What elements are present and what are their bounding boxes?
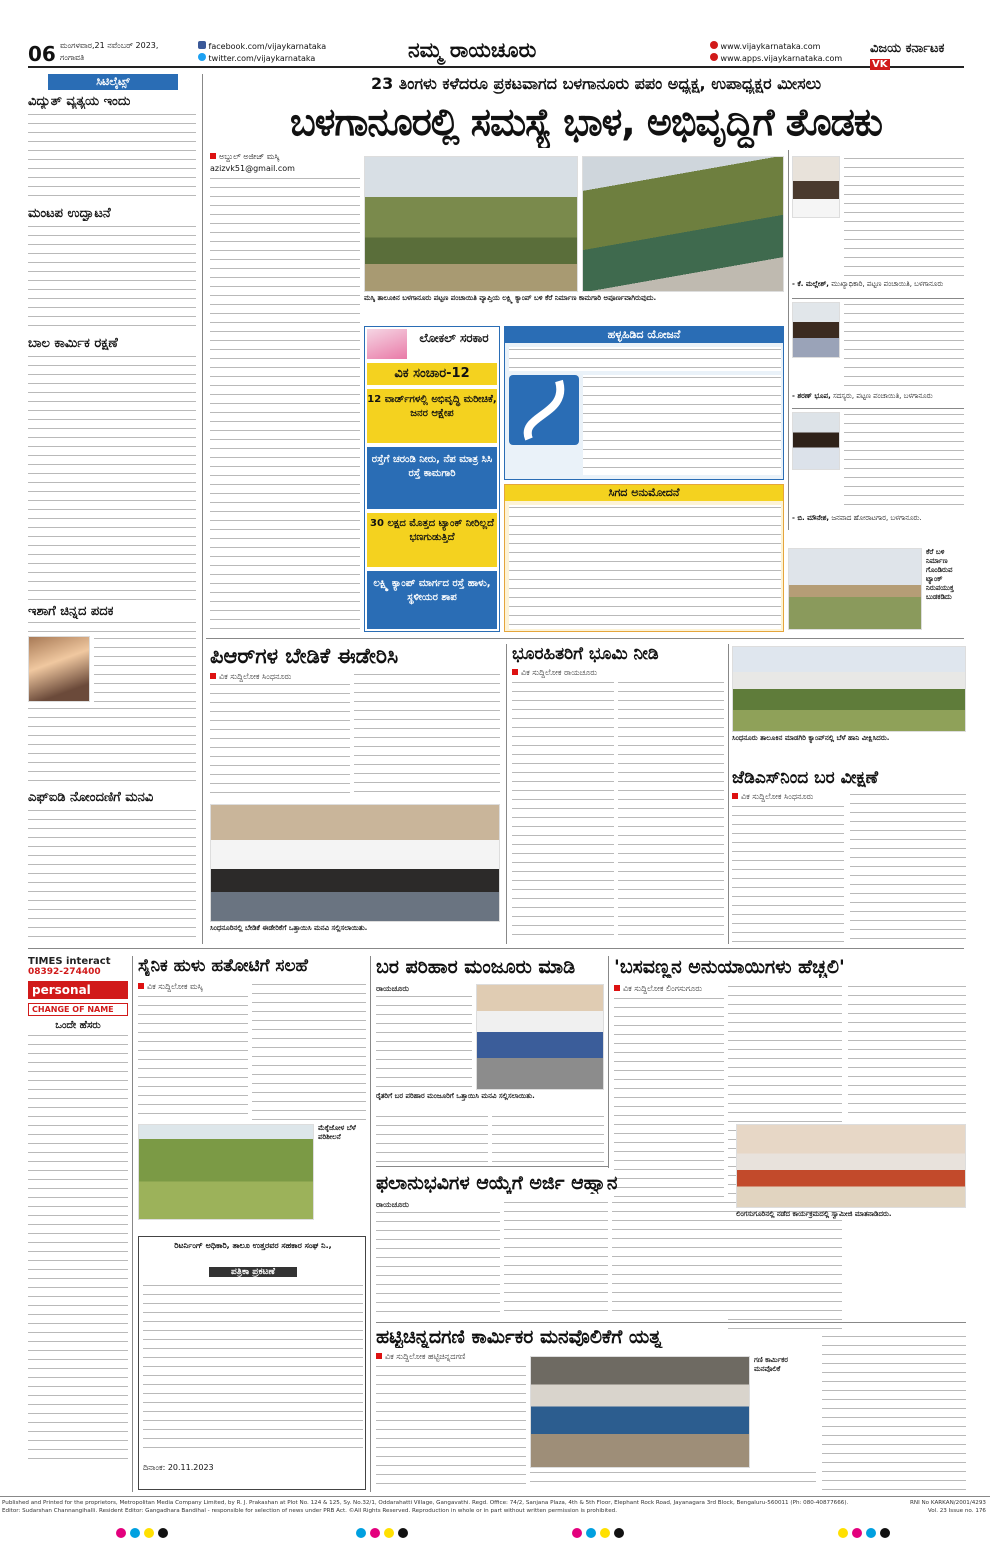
approval-body: [509, 505, 781, 629]
local-box: [364, 326, 500, 632]
classified-brand: TIMES interact: [28, 956, 111, 967]
phala-byline: ರಾಯಚೂರು: [376, 1200, 409, 1209]
bara-body: [376, 994, 472, 1090]
classified-phone: 08392-274400: [28, 967, 101, 977]
citylights-label: ಸಿಟಿಲೈಟ್ಸ್: [48, 74, 178, 90]
quote-body: [844, 412, 964, 508]
pr-headline: ಪಿಆರ್‌ಗಳ ಬೇಡಿಕೆ ಈಡೇರಿಸಿ: [210, 644, 399, 668]
facebook-link[interactable]: facebook.com/vijaykarnataka: [198, 41, 326, 51]
approval-title: ಸಿಗದ ಅನುಮೋದನೆ: [505, 485, 783, 501]
sainika-body: [252, 982, 366, 1120]
section-divider: [376, 1322, 966, 1323]
notice-title: ರಿಟರ್ನಿಂಗ್ ಅಧಿಕಾರಿ, ತಾಲೂ ಉತ್ತರವರ ಸಹಕಾರ ಸಂಘ ನಿ.,: [174, 1241, 332, 1250]
lead-kicker: 23 ತಿಂಗಳು ಕಳೆದರೂ ಪ್ರಕಟವಾಗದ ಬಳಗಾನೂರು ಪಪಂ ಅಧ್ಯಕ್ಷ, ಉಪಾಧ್ಯಕ್ಷರ ಮೀಸಲು: [370, 74, 822, 93]
classified-heading: ಒಂದೇ ಹೆಸರು: [55, 1020, 101, 1031]
road-icon: [509, 375, 579, 445]
sainika-photo: [138, 1124, 314, 1220]
column-divider: [202, 74, 203, 944]
classified-sub: CHANGE OF NAME: [28, 1003, 128, 1016]
approval-box: [504, 484, 784, 632]
land-photo: [732, 646, 966, 732]
classified-section: personal: [28, 981, 128, 999]
basava-caption: ಲಿಂಗಸುಗೂರಿನಲ್ಲಿ ನಡೆದ ಕಾರ್ಯಕ್ರಮದಲ್ಲಿ ಸ್ವಾಮೀಜಿ ಮಾತನಾಡಿದರು.: [736, 1210, 892, 1218]
land-body: [618, 680, 724, 942]
footer-imprint: Published and Printed for the proprietors, Metropolitan Media Company Limited, by R. J. Prakashan at Plot No. 124 & 125, Sy. No.32/1, Oddarahatti Village, Gangavathi. Regd. Office: 74/2, Sanjana Plaza, 4th & 5th Floor, Elephant Rock Road, Jayanagara 3rd Block, Bengaluru-560011 (Ph: 080-40877666). Editor: Sudarshan Channangihalli. Resident Editor: Gangadhara Bandihal - responsible for selection of news under PRB Act. ©All Rights Reserved. Reproduction in whole or in part without written permission is prohibited.: [2, 1500, 849, 1514]
jds-headline: ಜೆಡಿಎಸ್‌ನಿಂದ ಬರ ವೀಕ್ಷಣೆ: [732, 768, 879, 788]
twitter-icon: [198, 53, 206, 61]
bara-body: [376, 1114, 488, 1162]
plan-body: [509, 347, 781, 371]
bullet-icon: [376, 1353, 382, 1359]
column-divider: [506, 644, 507, 944]
web-link[interactable]: www.vijaykarnataka.com: [710, 41, 820, 51]
land-caption: ಸಿಂಧನೂರು ತಾಲೂಕಿನ ಮಾಡಗಿರಿ ಕ್ಯಾಂಪ್‌ನಲ್ಲಿ ಬೆಳೆ ಹಾನಿ ವೀಕ್ಷಿಸಿದರು.: [732, 734, 890, 742]
brand-logo: ವಿಜಯ ಕರ್ನಾಟಕ VK: [870, 41, 945, 70]
column-divider: [608, 956, 609, 1168]
pond-photo-1: [364, 156, 578, 292]
quote-author: - ಕೆ. ಮಲ್ಲೇಶ್, ಮುಖ್ಯಾಧಿಕಾರಿ, ಪಟ್ಟಣ ಪಂಚಾಯಿತಿ, ಬಳಗಾನೂರು: [792, 280, 944, 288]
section-title: ನಮ್ಮ ರಾಯಚೂರು: [408, 38, 537, 62]
phala-body: [612, 1200, 728, 1318]
sidebar-body: [28, 112, 196, 204]
bullet-icon: [512, 669, 518, 675]
plan-box: [504, 326, 784, 480]
phala-body: [504, 1200, 608, 1318]
quote-body: [844, 156, 964, 280]
masthead: [28, 38, 964, 68]
sidebar-title-child-labour: ಬಾಲ ಕಾರ್ಮಿಕ ರಕ್ಷಣೆ: [28, 336, 118, 351]
lead-headline: ಬಳಗಾನೂರಲ್ಲಿ ಸಮಸ್ಯೆ ಭಾಳ, ಅಭಿವೃದ್ಧಿಗೆ ತೊಡಕು: [290, 100, 882, 144]
sainika-byline: ವಿಕ ಸುದ್ದಿಲೋಕ ಮಸ್ಕಿ: [138, 982, 248, 992]
column-divider: [370, 956, 371, 1492]
tank-caption: ಕೆರೆ ಬಳಿ ನಿರ್ಮಾಣ ಗೊಂಡಿರುವ ಟ್ಯಾಂಕ್ ನಿರುಪಯುಕ್ತ ಬುಡಕಡಿದು: [926, 548, 954, 601]
tank-photo: [788, 548, 922, 630]
sidebar-body: [28, 224, 196, 334]
page-date: ಮಂಗಳವಾರ,21 ನವೆಂಬರ್ 2023,: [60, 41, 159, 50]
sidebar-title-mantapa: ಮಂಟಪ ಉದ್ಘಾಟನೆ: [28, 206, 111, 221]
sidebar-body: [28, 620, 196, 634]
column-divider: [132, 956, 133, 1492]
point-3: 30 ಲಕ್ಷದ ಮೊತ್ತದ ಟ್ಯಾಂಕ್ ನೀರಿಲ್ಲದೆ ಭಣಗುಡುತ್ತಿದೆ: [367, 513, 497, 567]
point-4: ಲಕ್ಷ್ಮಿ ಕ್ಯಾಂಪ್ ಮಾರ್ಗದ ರಸ್ತೆ ಹಾಳು, ಸ್ಥಳೀಯರ ಶಾಪ: [367, 571, 497, 629]
sainika-body: [138, 994, 248, 1120]
notice-date: ದಿನಾಂಕ: 20.11.2023: [143, 1463, 214, 1472]
sidebar-body: [94, 636, 196, 702]
plan-title: ಹಳ್ಳಹಿಡಿದ ಯೋಜನೆ: [505, 327, 783, 343]
bara-photo: [476, 984, 604, 1090]
quote-photo-1: [792, 156, 840, 218]
lead-photo-caption: ಮಸ್ಕಿ ತಾಲೂಕಿನ ಬಳಗಾನೂರು ಪಟ್ಟಣ ಪಂಚಾಯಿತಿ ವ್ಯಾಪ್ತಿಯ ಲಕ್ಷ್ಮಿ ಕ್ಯಾಂಪ್ ಬಳಿ ಕೆರೆ ನಿರ್ಮಾಣ ಕಾಮಗಾರಿ ಅಪೂರ್ಣವಾಗಿರುವುದು.: [364, 294, 657, 302]
basava-headline: 'ಬಸವಣ್ಣನ ಅನುಯಾಯಿಗಳು ಹೆಚ್ಚಲಿ': [614, 956, 845, 978]
classified-body: [28, 1033, 128, 1463]
notice-subtitle: ಪತ್ರಿಕಾ ಪ್ರಕಟಣೆ: [209, 1267, 297, 1277]
land-headline: ಭೂರಹಿತರಿಗೆ ಭೂಮಿ ನೀಡಿ: [512, 644, 659, 664]
pr-photo: [210, 804, 500, 922]
apps-icon: [710, 53, 718, 61]
jds-body: [850, 792, 966, 942]
sainika-caption: ಮೆಕ್ಕೆಜೋಳ ಬೆಳೆ ಪರಿಶೀಲನೆ: [318, 1124, 356, 1141]
row-divider: [792, 408, 964, 409]
page-city: ಗಂಗಾವತಿ: [60, 53, 85, 62]
local-logo: [367, 329, 407, 359]
basava-byline: ವಿಕ ಸುದ್ದಿಲೋಕ ಲಿಂಗಸುಗೂರು: [614, 984, 724, 994]
point-1: 12 ವಾರ್ಡ್‌ಗಳಲ್ಲಿ ಅಭಿವೃದ್ಧಿ ಮರೀಚಿಕೆ, ಜನರ ಆಕ್ಷೇಪ: [367, 389, 497, 443]
facebook-icon: [198, 41, 206, 49]
sidebar-body: [28, 808, 196, 942]
quote-photo-2: [792, 302, 840, 358]
pond-photo-2: [582, 156, 784, 292]
citylights-sidebar: [28, 74, 198, 944]
row-divider: [376, 1166, 608, 1167]
sidebar-title-fid: ಎಫ್‌ಐಡಿ ನೋಂದಣಿಗೆ ಮನವಿ: [28, 790, 154, 805]
sidebar-body: [28, 706, 196, 786]
hatti-body: [822, 1334, 966, 1490]
section-divider: [28, 948, 964, 949]
local-label: ಲೋಕಲ್ ಸರಕಾರ: [419, 331, 489, 345]
bara-caption: ರೈತರಿಗೆ ಬರ ಪರಿಹಾರ ಮಂಜೂರಿಗೆ ಒತ್ತಾಯಿಸಿ ಮನವಿ ಸಲ್ಲಿಸಲಾಯಿತು.: [376, 1092, 535, 1100]
globe-icon: [710, 41, 718, 49]
hatti-headline: ಹಟ್ಟಿಚಿನ್ನದಗಣಿ ಕಾರ್ಮಿಕರ ಮನವೊಲಿಕೆಗೆ ಯತ್ನ: [376, 1326, 662, 1348]
series-label: ವಿಕ ಸಂಚಾರ-12: [367, 363, 497, 385]
bullet-icon: [138, 983, 144, 989]
pr-body: [354, 672, 500, 798]
pr-caption: ಸಿಂಧನೂರಿನಲ್ಲಿ ಬೇಡಿಕೆ ಈಡೇರಿಕೆಗೆ ಒತ್ತಾಯಿಸಿ ಮನವಿ ಸಲ್ಲಿಸಲಾಯಿತು.: [210, 924, 368, 932]
basava-body: [848, 984, 966, 1120]
lead-body: [210, 176, 360, 636]
point-2: ರಸ್ತೆಗೆ ಚರಂಡಿ ನೀರು, ನೆಪ ಮಾತ್ರ ಸಿಸಿ ರಸ್ತೆ ಕಾಮಗಾರಿ: [367, 447, 497, 509]
bullet-icon: [732, 793, 738, 799]
hatti-caption-right: ಗಣಿ ಕಾರ್ಮಿಕರ ಮನವೊಲಿಕೆ: [754, 1356, 788, 1373]
notice-box: [138, 1236, 366, 1490]
basava-photo: [736, 1124, 966, 1208]
jds-body: [732, 804, 844, 942]
sidebar-title-isha: ಇಶಾಗೆ ಚಿನ್ನದ ಪದಕ: [28, 604, 114, 619]
footer-rni: RNI No KARKAN/2001/4293 Vol. 23 Issue no. 176: [910, 1500, 986, 1514]
apps-link[interactable]: www.apps.vijaykarnataka.com: [710, 53, 842, 63]
quote-photo-3: [792, 412, 840, 470]
lead-byline: ಅಬ್ದುಲ್ ಅಜೀಜ್ ಮಸ್ಕಿ: [210, 152, 360, 162]
row-divider: [792, 298, 964, 299]
hatti-byline: ವಿಕ ಸುದ್ದಿಲೋಕ ಹಟ್ಟಿಚಿನ್ನದಗಣಿ: [376, 1352, 526, 1362]
land-body: [512, 680, 614, 942]
sainika-headline: ಸೈನಿಕ ಹುಳು ಹತೋಟಿಗೆ ಸಲಹೆ: [138, 956, 308, 976]
sidebar-title-power: ವಿದ್ಯುತ್ ವ್ಯತ್ಯಯ ಇಂದು: [28, 94, 131, 109]
column-divider: [728, 644, 729, 944]
pr-byline: ವಿಕ ಸುದ್ದಿಲೋಕ ಸಿಂಧನೂರು: [210, 672, 350, 682]
classified-column: [28, 956, 128, 1492]
bullet-icon: [210, 153, 216, 159]
twitter-link[interactable]: twitter.com/vijaykarnataka: [198, 53, 315, 63]
quote-author: - ಬಿ. ಮೌನೇಶ, ಜನವಾದ ಹೋರಾಟಗಾರ, ಬಳಗಾನೂರು.: [792, 514, 922, 522]
section-divider: [206, 638, 964, 639]
footer-divider: [0, 1496, 990, 1497]
hatti-photo: [530, 1356, 750, 1468]
notice-body: [143, 1283, 363, 1453]
bara-body: [492, 1114, 604, 1162]
lead-email: azizvk51@gmail.com: [210, 164, 295, 173]
column-divider: [788, 150, 789, 530]
quote-body: [844, 302, 964, 386]
quote-author: - ಶರಣ್ ಭೂಪ, ಸದಸ್ಯರು, ಪಟ್ಟಣ ಪಂಚಾಯಿತಿ, ಬಳಗಾನೂರು: [792, 392, 933, 400]
registration-marks: [0, 1520, 990, 1550]
phala-body: [376, 1210, 500, 1318]
bullet-icon: [210, 673, 216, 679]
phala-headline: ಫಲಾನುಭವಿಗಳ ಆಯ್ಕೆಗೆ ಅರ್ಜಿ ಆಹ್ವಾನ: [376, 1172, 618, 1194]
isha-photo: [28, 636, 90, 702]
hatti-body: [376, 1364, 526, 1490]
hatti-body: [530, 1470, 816, 1490]
bara-byline: ರಾಯಚೂರು: [376, 984, 409, 993]
pr-body: [210, 682, 350, 798]
jds-byline: ವಿಕ ಸುದ್ದಿಲೋಕ ಸಿಂಧನೂರು: [732, 792, 844, 802]
bullet-icon: [614, 985, 620, 991]
page-number: 06: [28, 42, 56, 66]
bara-headline: ಬರ ಪರಿಹಾರ ಮಂಜೂರು ಮಾಡಿ: [376, 956, 576, 978]
land-byline: ವಿಕ ಸುದ್ದಿಲೋಕ ರಾಯಚೂರು: [512, 668, 724, 678]
sidebar-body: [28, 354, 196, 600]
plan-body: [583, 375, 781, 475]
